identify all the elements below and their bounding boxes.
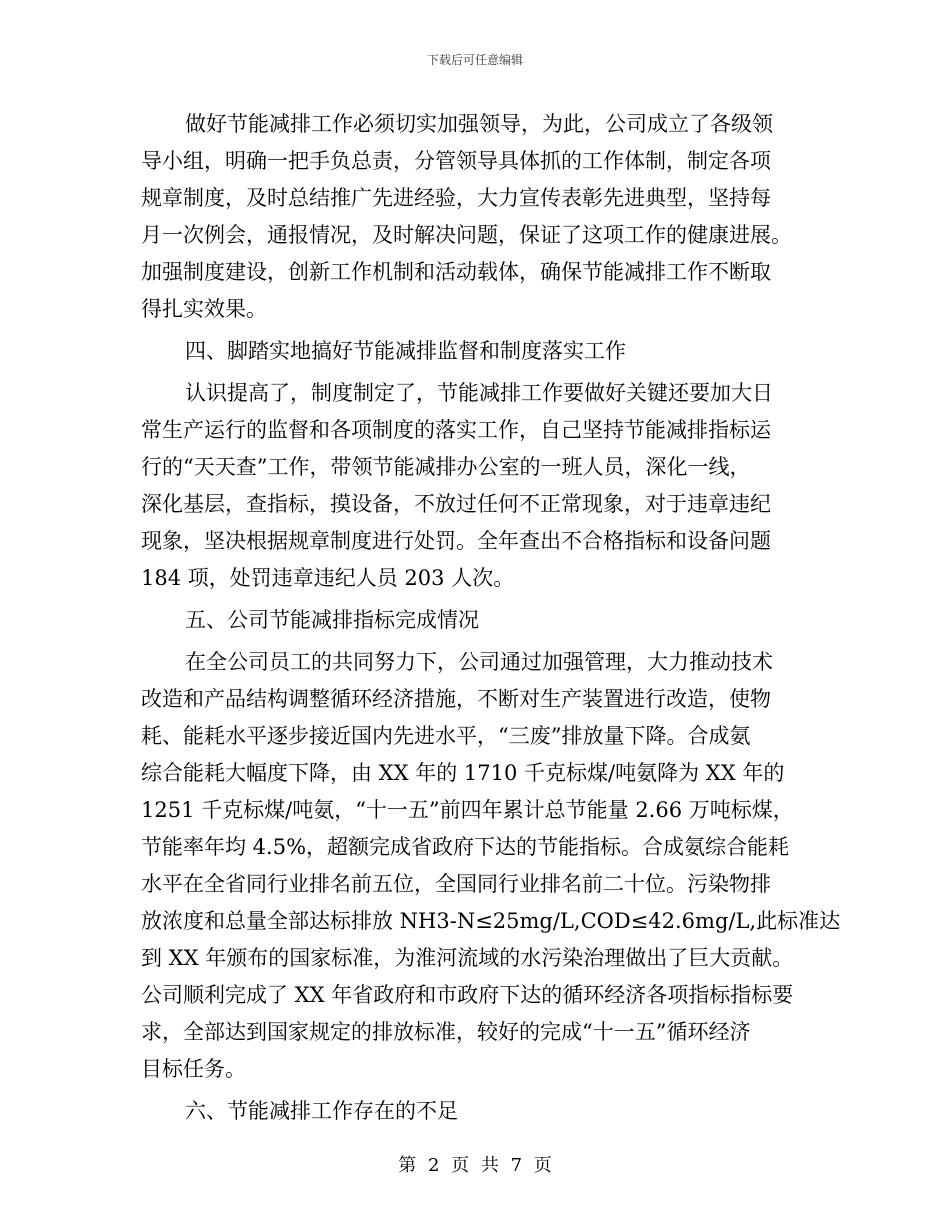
text-line: 到 XX 年颁布的国家标准，为淮河流域的水污染治理做出了巨大贡献。 bbox=[141, 946, 794, 970]
text-line: 改造和产品结构调整循环经济措施，不断对生产装置进行改造，使物 bbox=[141, 687, 771, 711]
page-header: 下载后可任意编辑 bbox=[426, 53, 523, 67]
text-line: 184 项，处罚违章违纪人员 203 人次。 bbox=[141, 566, 515, 590]
paragraph-indicators bbox=[141, 644, 841, 1088]
text-line: 现象，坚决根据规章制度进行处罚。全年查出不合格指标和设备问题 bbox=[141, 529, 771, 553]
document-body bbox=[141, 106, 841, 1135]
text-line: 加强制度建设，创新工作机制和活动载体，确保节能减排工作不断取 bbox=[141, 260, 771, 284]
text-line: 求，全部达到国家规定的排放标准，较好的完成“十一五”循环经济 bbox=[141, 1020, 751, 1044]
paragraph-leadership bbox=[141, 106, 811, 328]
text-line: 月一次例会，通报情况，及时解决问题，保证了这项工作的健康进展。 bbox=[141, 223, 792, 247]
text-line: 认识提高了，制度制定了，节能减排工作要做好关键还要加大日 bbox=[185, 381, 773, 405]
text-line: 常生产运行的监督和各项制度的落实工作，自己坚持节能减排指标运 bbox=[141, 418, 771, 442]
text-line: 节能率年均 4.5%，超额完成省政府下达的节能指标。合成氨综合能耗 bbox=[141, 835, 790, 859]
text-line: 耗、能耗水平逐步接近国内先进水平，“三废”排放量下降。合成氨 bbox=[141, 724, 751, 748]
page-number: 第 2 页 共 7 页 bbox=[398, 1155, 552, 1176]
text-line: 水平在全省同行业排名前五位，全国同行业排名前二十位。污染物排 bbox=[141, 872, 771, 896]
text-line: 综合能耗大幅度下降，由 XX 年的 1710 千克标煤/吨氨降为 XX 年的 bbox=[141, 761, 785, 785]
text-line: 1251 千克标煤/吨氨，“十一五”前四年累计总节能量 2.66 万吨标煤， bbox=[141, 798, 794, 822]
text-line: 导小组，明确一把手负总责，分管领导具体抓的工作体制，制定各项 bbox=[141, 149, 771, 173]
paragraph-supervision bbox=[141, 375, 811, 597]
text-line: 公司顺利完成了 XX 年省政府和市政府下达的循环经济各项指标指标要 bbox=[141, 983, 794, 1007]
section-heading-6 bbox=[141, 1093, 811, 1130]
text-line: 深化基层，查指标，摸设备，不放过任何不正常现象，对于违章违纪 bbox=[141, 492, 771, 516]
text-line: 在全公司员工的共同努力下，公司通过加强管理，大力推动技术 bbox=[185, 650, 773, 674]
text-line: 行的“天天查”工作，带领节能减排办公室的一班人员，深化一线， bbox=[141, 455, 751, 479]
text-line: 规章制度，及时总结推广先进经验，大力宣传表彰先进典型，坚持每 bbox=[141, 186, 771, 210]
heading-text: 六、节能减排工作存在的不足 bbox=[185, 1099, 458, 1123]
text-line: 目标任务。 bbox=[141, 1057, 246, 1081]
text-line: 放浓度和总量全部达标排放 NH3-N≤25mg/L,COD≤42.6mg/L,此标准达 bbox=[141, 909, 841, 933]
section-heading-5 bbox=[141, 602, 811, 639]
section-heading-4 bbox=[141, 333, 811, 370]
heading-text: 五、公司节能减排指标完成情况 bbox=[185, 608, 479, 632]
heading-text: 四、脚踏实地搞好节能减排监督和制度落实工作 bbox=[185, 339, 626, 363]
text-line: 做好节能减排工作必须切实加强领导，为此，公司成立了各级领 bbox=[185, 112, 773, 136]
text-line: 得扎实效果。 bbox=[141, 297, 267, 321]
